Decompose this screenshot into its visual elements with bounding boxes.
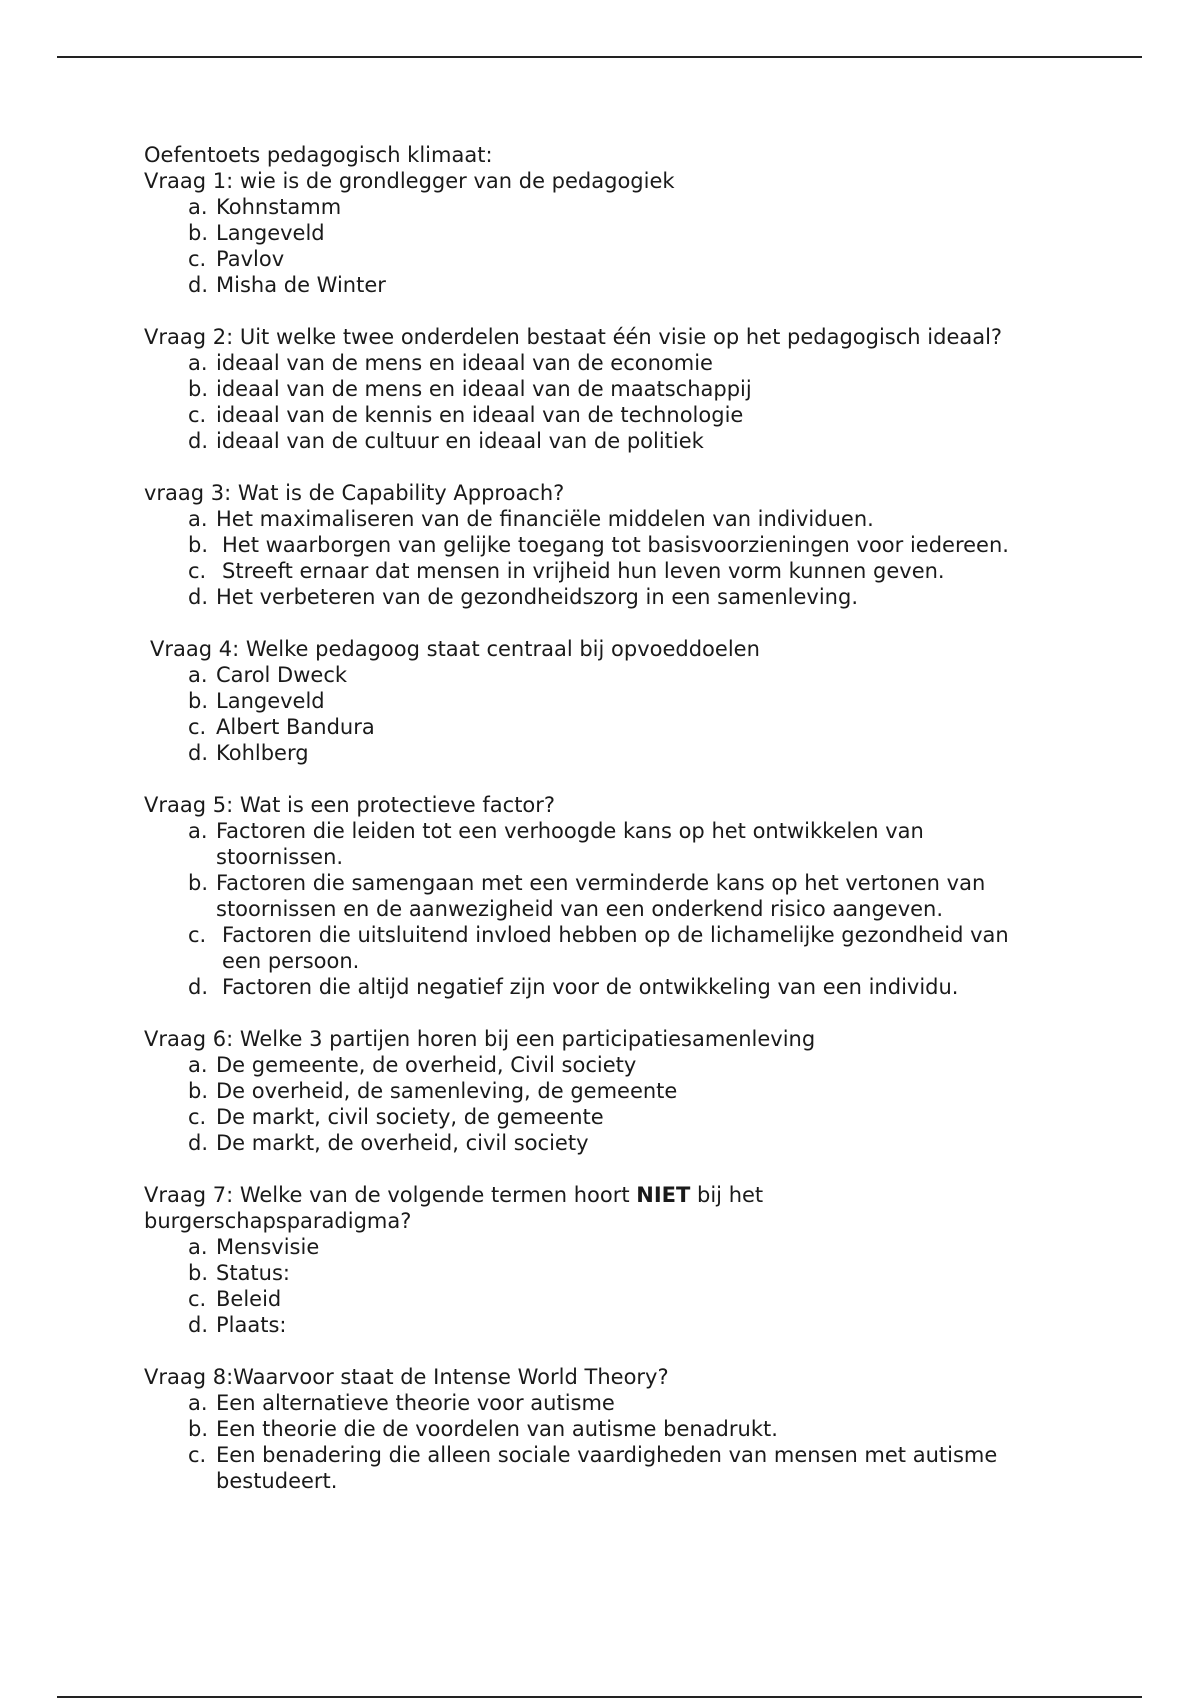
answer-option <box>144 558 1104 584</box>
option-text: Langeveld <box>216 221 325 245</box>
option-letter: a. <box>188 663 208 687</box>
answer-option <box>144 662 1104 688</box>
answer-option <box>144 922 1104 974</box>
option-text: Kohnstamm <box>216 195 342 219</box>
question-8 <box>144 1364 1104 1494</box>
option-letter: b. <box>188 1261 209 1285</box>
answer-option <box>144 584 1104 610</box>
option-text: Kohlberg <box>216 741 309 765</box>
option-text: ideaal van de cultuur en ideaal van de politiek <box>216 429 704 453</box>
option-text: Het maximaliseren van de financiële middelen van individuen. <box>216 507 874 531</box>
question-text-part: bij het burgerschapsparadigma? <box>144 1183 764 1233</box>
answer-option <box>144 194 1104 220</box>
answer-option <box>144 1286 1104 1312</box>
answer-option <box>144 1078 1104 1104</box>
question-4 <box>144 636 1104 766</box>
option-letter: c. <box>188 247 207 271</box>
option-letter: d. <box>188 429 209 453</box>
answer-option <box>144 402 1104 428</box>
option-text: De markt, civil society, de gemeente <box>216 1105 604 1129</box>
option-letter: a. <box>188 507 208 531</box>
option-text: Albert Bandura <box>216 715 375 739</box>
answer-option <box>144 1052 1104 1078</box>
option-letter: d. <box>188 741 209 765</box>
option-text: Het waarborgen van gelijke toegang tot basisvoorzieningen voor iedereen. <box>222 533 1009 557</box>
answer-option <box>144 974 1104 1000</box>
question-text: Vraag 4: Welke pedagoog staat centraal bij opvoeddoelen <box>150 637 760 661</box>
option-text: Carol Dweck <box>216 663 348 687</box>
question-text: Vraag 1: wie is de grondlegger van de pedagogiek <box>144 169 675 193</box>
answer-option <box>144 428 1104 454</box>
option-text: Langeveld <box>216 689 325 713</box>
question-7 <box>144 1182 1104 1338</box>
option-letter: b. <box>188 377 209 401</box>
answer-option <box>144 1416 1104 1442</box>
question-text: Vraag 8:Waarvoor staat de Intense World Theory? <box>144 1365 669 1389</box>
option-text: Factoren die samengaan met een verminderde kans op het vertonen van stoornissen en de aanwezigheid van een onderkend risico aangeven. <box>216 871 986 921</box>
option-text: Plaats: <box>216 1313 287 1337</box>
option-letter: a. <box>188 351 208 375</box>
option-letter: c. <box>188 923 207 947</box>
answer-option <box>144 1260 1104 1286</box>
answer-option <box>144 1234 1104 1260</box>
option-letter: d. <box>188 1131 209 1155</box>
question-2 <box>144 324 1104 454</box>
question-text-part: Vraag 7: Welke van de volgende termen hoort <box>144 1183 637 1207</box>
option-letter: b. <box>188 689 209 713</box>
answer-option <box>144 532 1104 558</box>
quiz-document <box>144 142 1104 1494</box>
bottom-rule <box>57 1696 1142 1698</box>
question-3 <box>144 480 1104 610</box>
option-letter: c. <box>188 1287 207 1311</box>
option-text: De gemeente, de overheid, Civil society <box>216 1053 637 1077</box>
question-text: Vraag 6: Welke 3 partijen horen bij een participatiesamenleving <box>144 1027 816 1051</box>
option-letter: d. <box>188 585 209 609</box>
question-text: vraag 3: Wat is de Capability Approach? <box>144 481 565 505</box>
option-letter: c. <box>188 559 207 583</box>
answer-option <box>144 1390 1104 1416</box>
top-rule <box>57 56 1142 58</box>
option-text: Het verbeteren van de gezondheidszorg in een samenleving. <box>216 585 858 609</box>
option-text: Een theorie die de voordelen van autisme benadrukt. <box>216 1417 778 1441</box>
answer-option <box>144 688 1104 714</box>
option-text: Misha de Winter <box>216 273 386 297</box>
document-title: Oefentoets pedagogisch klimaat: <box>144 143 493 167</box>
emphasis-not: NIET <box>636 1183 691 1207</box>
option-text: Mensvisie <box>216 1235 320 1259</box>
option-letter: a. <box>188 1235 208 1259</box>
option-letter: b. <box>188 871 209 895</box>
option-letter: a. <box>188 1391 208 1415</box>
option-letter: d. <box>188 975 209 999</box>
answer-option <box>144 870 1104 922</box>
option-letter: c. <box>188 1443 207 1467</box>
option-letter: b. <box>188 1417 209 1441</box>
answer-option <box>144 1130 1104 1156</box>
answer-option <box>144 376 1104 402</box>
option-text: Status: <box>216 1261 290 1285</box>
option-letter: c. <box>188 403 207 427</box>
answer-option <box>144 1104 1104 1130</box>
option-text: Factoren die leiden tot een verhoogde kans op het ontwikkelen van stoornissen. <box>216 819 924 869</box>
answer-option <box>144 506 1104 532</box>
option-letter: b. <box>188 533 209 557</box>
option-letter: b. <box>188 221 209 245</box>
answer-option <box>144 350 1104 376</box>
option-letter: c. <box>188 1105 207 1129</box>
question-text: Vraag 2: Uit welke twee onderdelen bestaat één visie op het pedagogisch ideaal? <box>144 325 1003 349</box>
answer-option <box>144 246 1104 272</box>
option-text: ideaal van de mens en ideaal van de maatschappij <box>216 377 752 401</box>
option-letter: c. <box>188 715 207 739</box>
option-text: Beleid <box>216 1287 282 1311</box>
option-text: De overheid, de samenleving, de gemeente <box>216 1079 678 1103</box>
option-text: ideaal van de mens en ideaal van de economie <box>216 351 713 375</box>
answer-option <box>144 714 1104 740</box>
option-letter: d. <box>188 1313 209 1337</box>
answer-option <box>144 818 1104 870</box>
question-5 <box>144 792 1104 1000</box>
option-letter: b. <box>188 1079 209 1103</box>
answer-option <box>144 1312 1104 1338</box>
answer-option <box>144 1442 1104 1494</box>
option-text: Pavlov <box>216 247 285 271</box>
option-text: Een benadering die alleen sociale vaardigheden van mensen met autisme bestudeert. <box>216 1443 998 1493</box>
option-text: Factoren die altijd negatief zijn voor de ontwikkeling van een individu. <box>222 975 959 999</box>
option-text: Streeft ernaar dat mensen in vrijheid hun leven vorm kunnen geven. <box>222 559 945 583</box>
option-text: Een alternatieve theorie voor autisme <box>216 1391 615 1415</box>
question-text <box>144 1182 834 1234</box>
option-letter: a. <box>188 195 208 219</box>
option-text: De markt, de overheid, civil society <box>216 1131 589 1155</box>
option-letter: a. <box>188 1053 208 1077</box>
question-text: Vraag 5: Wat is een protectieve factor? <box>144 793 556 817</box>
option-letter: a. <box>188 819 208 843</box>
question-1 <box>144 168 1104 298</box>
option-text: ideaal van de kennis en ideaal van de technologie <box>216 403 744 427</box>
answer-option <box>144 272 1104 298</box>
option-letter: d. <box>188 273 209 297</box>
answer-option <box>144 220 1104 246</box>
question-6 <box>144 1026 1104 1156</box>
option-text: Factoren die uitsluitend invloed hebben op de lichamelijke gezondheid van een persoon. <box>222 923 1009 973</box>
answer-option <box>144 740 1104 766</box>
